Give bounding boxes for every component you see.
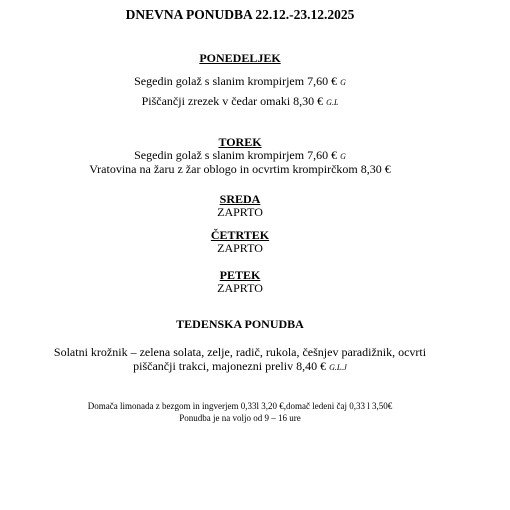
menu-item-monday-2: [0, 94, 480, 110]
menu-item-text: Segedin golaž s slanim krompirjem 7,60 €: [134, 148, 338, 162]
status-friday: ZAPRTO: [217, 281, 263, 295]
menu-item-text: Piščančji zrezek v čedar omaki 8,30 €: [141, 94, 324, 108]
weekly-offer-line-1: Solatni krožnik – zelena solata, zelje, radič, rukola, češnjev paradižnik, ocvrti: [53, 345, 427, 359]
allergen-code: G.L: [326, 98, 339, 107]
day-heading-thursday: ČETRTEK: [210, 228, 270, 242]
day-heading-monday: PONEDELJEK: [199, 51, 281, 65]
day-heading-tuesday: TOREK: [218, 135, 262, 149]
weekly-offer-line-2: [0, 359, 480, 375]
drinks-note: Domača limonada z bezgom in ingverjem 0,33l 3,20 €,domač ledeni čaj 0,33 l 3,50€: [87, 401, 393, 411]
availability-note: Ponudba je na voljo od 9 – 16 ure: [179, 413, 301, 423]
weekly-offer-text: piščančji trakci, majonezni preliv 8,40 €: [133, 359, 327, 373]
allergen-code: G.L.J: [329, 363, 347, 372]
day-heading-wednesday: SREDA: [219, 192, 261, 206]
status-thursday: ZAPRTO: [217, 241, 263, 255]
allergen-code: G: [340, 152, 346, 161]
menu-item-text: Vratovina na žaru z žar oblogo in ocvrtim krompirčkom 8,30 €: [89, 162, 391, 176]
allergen-code: G: [340, 78, 346, 87]
menu-item-tuesday-2: [0, 162, 480, 176]
menu-item-monday-1: [0, 74, 480, 90]
day-heading-friday: PETEK: [219, 268, 261, 282]
status-wednesday: ZAPRTO: [217, 205, 263, 219]
menu-item-text: Segedin golaž s slanim krompirjem 7,60 €: [134, 74, 338, 88]
page-title: DNEVNA PONUDBA 22.12.-23.12.2025: [125, 7, 355, 22]
weekly-offer-title: TEDENSKA PONUDBA: [176, 317, 304, 331]
